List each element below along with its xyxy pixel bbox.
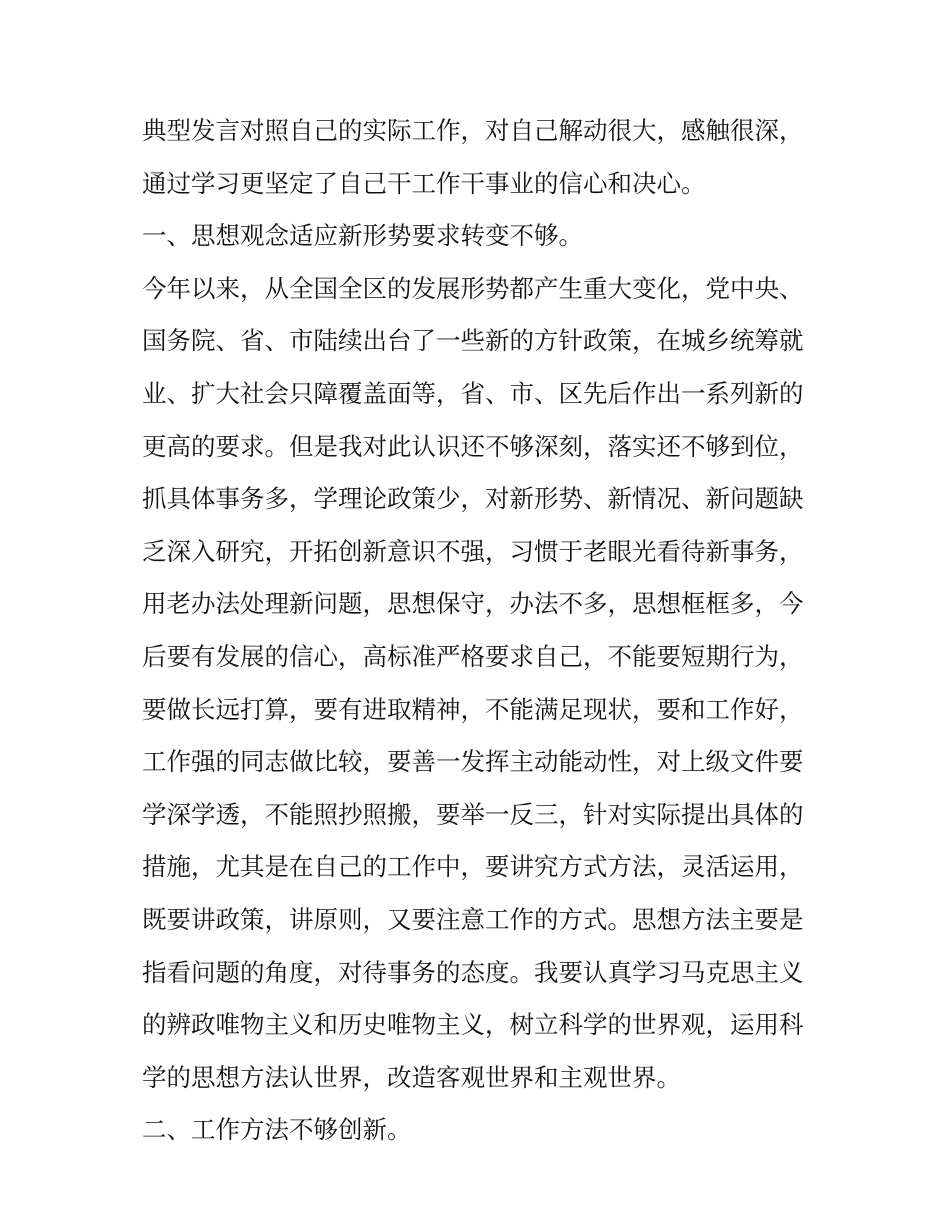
- text-line-18: 的辨政唯物主义和历史唯物主义，树立科学的世界观，运用科: [142, 1010, 804, 1040]
- text-line-17: 指看问题的角度，对待事务的态度。我要认真学习马克思主义: [142, 957, 804, 987]
- text-line-5: 国务院、省、市陆续出台了一些新的方针政策，在城乡统筹就: [142, 326, 804, 356]
- text-line-1: 典型发言对照自己的实际工作，对自己解动很大，感触很深，: [142, 116, 804, 145]
- text-line-15: 措施，尤其是在自己的工作中，要讲究方式方法，灵活运用，: [142, 852, 804, 882]
- document-body: [142, 105, 822, 1157]
- section-heading-1: 一、思想观念适应新形势要求转变不够。: [142, 221, 583, 251]
- text-line-19: 学的思想方法认世界，改造客观世界和主观世界。: [142, 1062, 681, 1092]
- text-line-10: 用老办法处理新问题，思想保守，办法不多，思想框框多，今: [142, 589, 804, 619]
- text-line-6: 业、扩大社会只障覆盖面等，省、市、区先后作出一系列新的: [142, 378, 804, 408]
- text-line-11: 后要有发展的信心，高标准严格要求自己，不能要短期行为，: [142, 641, 804, 671]
- text-line-16: 既要讲政策，讲原则，又要注意工作的方式。思想方法主要是: [142, 904, 804, 934]
- text-line-8: 抓具体事务多，学理论政策少，对新形势、新情况、新问题缺: [142, 484, 804, 514]
- text-line-7: 更高的要求。但是我对此认识还不够深刻，落实还不够到位，: [142, 431, 804, 461]
- section-heading-2: 二、工作方法不够创新。: [142, 1115, 412, 1145]
- text-line-14: 学深学透，不能照抄照搬，要举一反三，针对实际提出具体的: [142, 799, 804, 829]
- text-line-13: 工作强的同志做比较，要善一发挥主动能动性，对上级文件要: [142, 747, 804, 777]
- text-line-4: 今年以来，从全国全区的发展形势都产生重大变化，党中央、: [142, 273, 804, 303]
- text-line-12: 要做长远打算，要有进取精神，不能满足现状，要和工作好，: [142, 694, 804, 724]
- text-line-9: 乏深入研究，开拓创新意识不强，习惯于老眼光看待新事务，: [142, 536, 804, 566]
- text-line-2: 通过学习更坚定了自己干工作干事业的信心和决心。: [142, 168, 706, 198]
